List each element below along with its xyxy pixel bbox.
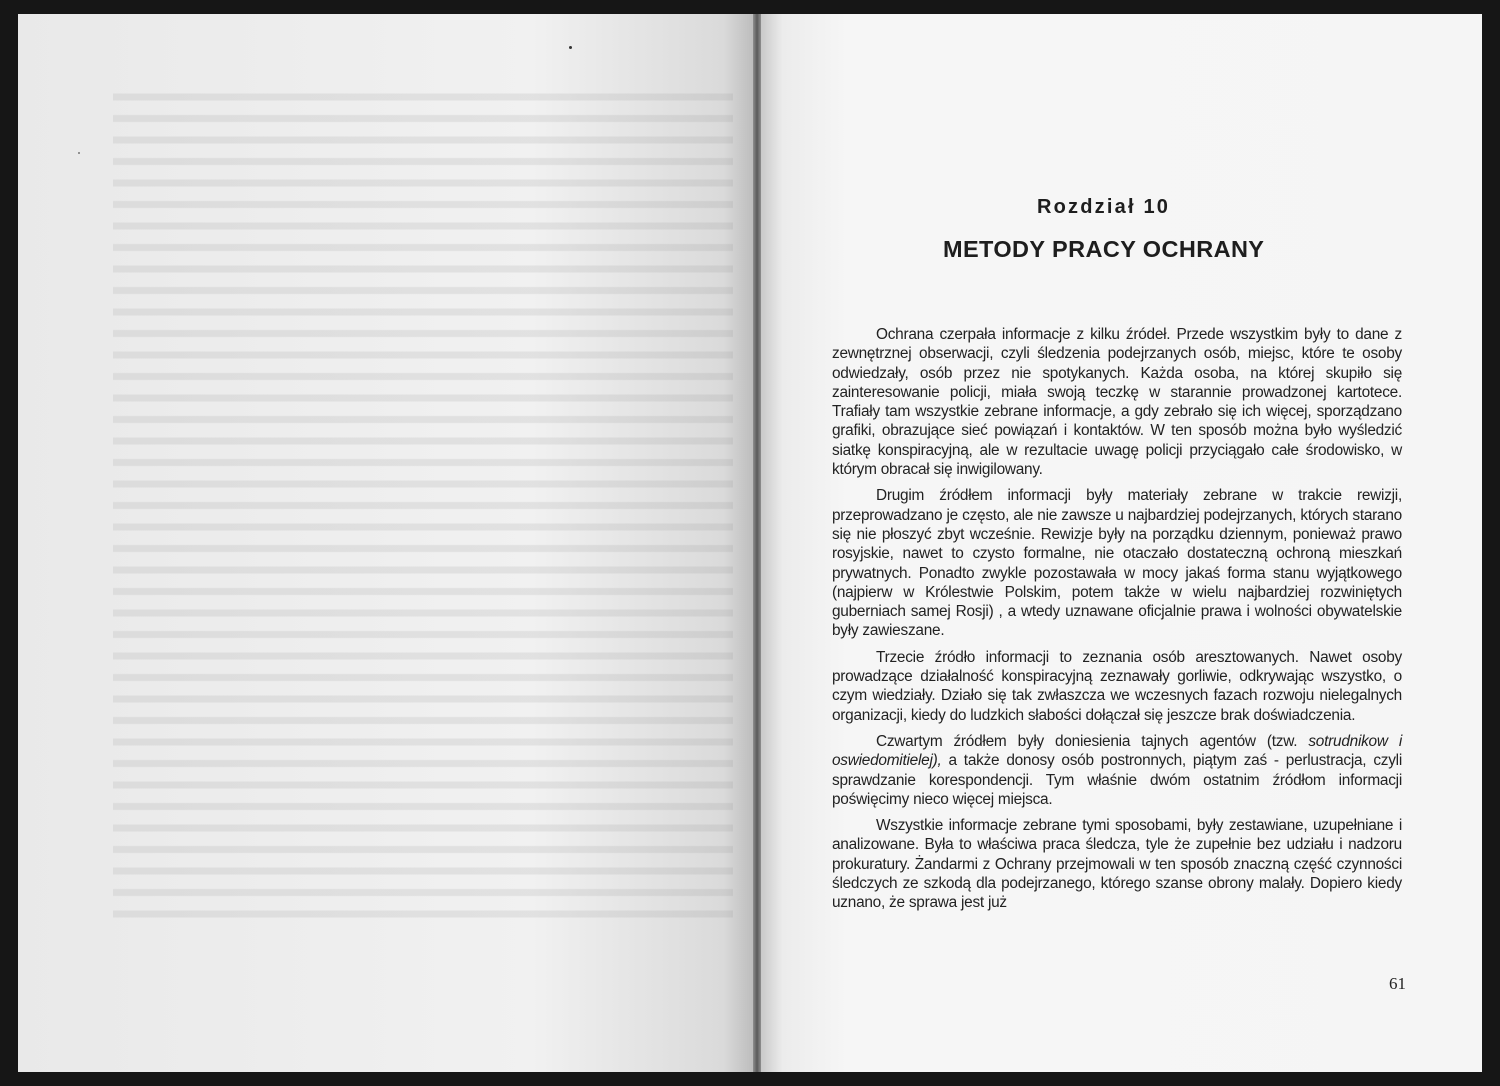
book-gutter	[753, 14, 761, 1072]
chapter-title: METODY PRACY OCHRANY	[943, 236, 1265, 262]
paragraph-5: Wszystkie informacje zebrane tymi sposobami, były zestawiane, uzupełniane i analizowane. Była to właściwa praca śledcza, tyle że zupełnie bez udziału i nadzoru prokuratury. Żandarmi z Ochrany przejmowali w ten sposób znaczną część czynności śledczych ze szkodą dla podejrzanego, którego szanse obrony malały. Dopiero kiedy uznano, że sprawa jest już	[832, 817, 1402, 912]
paragraph-4-text-end: a także donosy osób postronnych, piątym zaś - perlustracja, czyli sprawdzanie korespondencji. Tym właśnie dwóm ostatnim źródłom informacji poświęcimy nieco więcej miejsca.	[832, 752, 1402, 808]
left-page-bleed-through	[113, 86, 733, 926]
paragraph-4-italic: sotrudnikow i oswiedomitielej),	[832, 732, 1402, 770]
paragraph-4-text: Czwartym źródłem były doniesienia tajnych agentów (tzw.	[876, 732, 1309, 750]
right-page	[761, 14, 1482, 1072]
paragraph-3: Trzecie źródło informacji to zeznania osób aresztowanych. Nawet osoby prowadzące działalność konspiracyjną zeznawały gorliwie, odkrywając wszystko, o czym wiedziały. Działo się tak zwłaszcza we wczesnych fazach rozwoju nielegalnych organizacji, kiedy do ludzkich słabości dołączał się jeszcze brak doświadczenia.	[832, 648, 1402, 724]
paragraph-4	[832, 732, 1402, 809]
speck	[569, 46, 572, 49]
page-number: 61	[1389, 974, 1406, 993]
paragraph-1: Ochrana czerpała informacje z kilku źródeł. Przede wszystkim były to dane z zewnętrznej obserwacji, czyli śledzenia podejrzanych osób, miejsc, które te osoby odwiedzały, osób przez nie spotykanych. Każda osoba, na której skupiło się zainteresowanie policji, miała swoją teczkę w starannie prowadzonej kartotece. Trafiały tam wszystkie zebrane informacje, a gdy zebrało się ich więcej, sporządzano grafiki, obrazujące sieć powiązań i kontaktów. W ten sposób można było wyśledzić siatkę konspiracyjną, ale w rezultacie uwagę policji przyciągało całe środowisko, w którym obracał się inwigilowany.	[832, 326, 1402, 479]
left-page	[18, 14, 753, 1072]
chapter-label: Rozdział 10	[1037, 196, 1171, 218]
chapter-body	[832, 325, 1402, 920]
speck	[78, 152, 80, 154]
paragraph-2: Drugim źródłem informacji były materiały zebrane w trakcie rewizji, przeprowadzano je często, ale nie zawsze u najbardziej podejrzanych, których starano się nie płoszyć zbyt wcześnie. Rewizje były na porządku dziennym, ponieważ prawo rosyjskie, nawet to czysto formalne, nie otaczało dostateczną ochroną mieszkań prywatnych. Ponadto zwykle pozostawała w mocy jakaś forma stanu wyjątkowego (najpierw w Królestwie Polskim, potem także w wielu najbardziej rozwiniętych guberniach samej Rosji) , a wtedy uznawane oficjalnie prawa i wolności obywatelskie były zawieszane.	[832, 487, 1402, 640]
